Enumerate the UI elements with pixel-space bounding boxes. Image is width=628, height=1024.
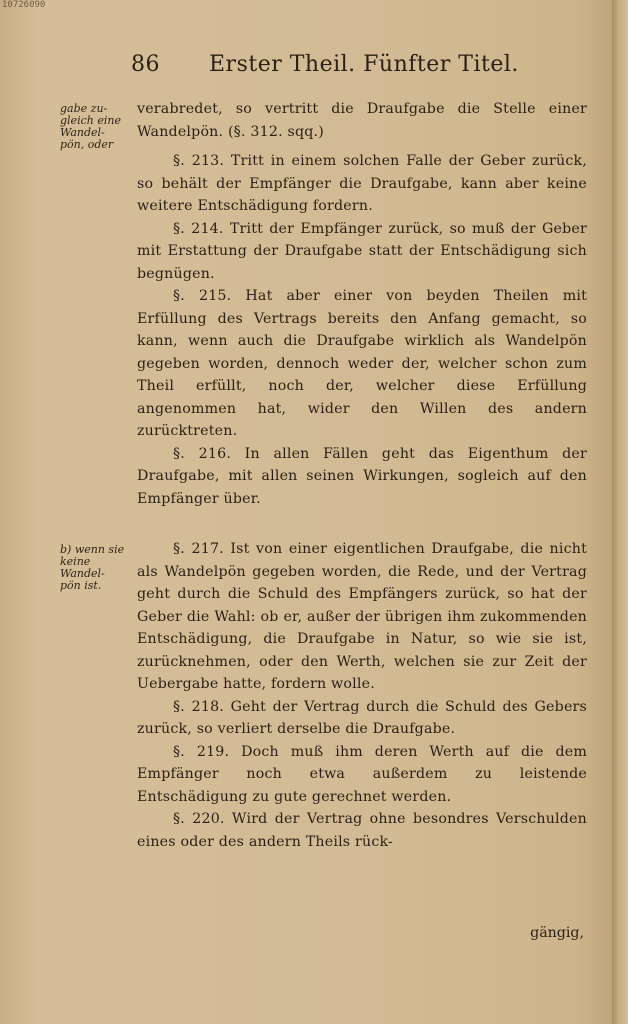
margin-note: gabe zu- gleich eine Wandel- pön, oder xyxy=(60,102,121,151)
paragraph: §. 214. Tritt der Empfänger zurück, so muß der Geber mit Erstattung der Draufgabe statt der Entschädigung sich begnügen. xyxy=(137,220,587,282)
paragraph: §. 213. Tritt in einem solchen Falle der Geber zurück, so behält der Empfänger die Draufgabe, kann aber keine weitere Entschädigung fordern. xyxy=(137,153,587,214)
page-number: 86 xyxy=(131,52,160,77)
body-text xyxy=(137,150,587,510)
paragraph: §. 216. In allen Fällen geht das Eigenthum der Draufgabe, mit allen seinen Wirkungen, sogleich auf den Empfänger über. xyxy=(137,445,587,507)
paragraph: §. 217. Ist von einer eigentlichen Draufgabe, die nicht als Wandelpön gegeben worden, die Rede, und der Vertrag geht durch die Schuld des Empfängers zurück, so hat der Geber die Wahl: ob er, außer der übrigen ihm zukommenden Entschädigung, die Draufgabe in Natur, so wie sie ist, zurücknehmen, oder den Werth, welchen sie zur Zeit der Uebergabe hatte, fordern wolle. xyxy=(137,541,587,692)
corner-stamp: 10726090 xyxy=(2,0,46,10)
paragraph: §. 219. Doch muß ihm deren Werth auf die dem Empfänger noch etwa außerdem zu leistende Entschädigung zu gute gerechnet werden. xyxy=(137,743,587,805)
body-text xyxy=(137,538,587,853)
margin-note: b) wenn sie keine Wandel- pön ist. xyxy=(60,543,125,592)
catchword: gängig, xyxy=(530,925,584,941)
page-edge xyxy=(612,0,628,1024)
paragraph: §. 215. Hat aber einer von beyden Theilen mit Erfüllung des Vertrags bereits den Anfang gemacht, so kann, wenn auch die Draufgabe wirklich als Wandelpön gegeben worden, dennoch weder der, welcher schon zum Theil erfüllt, noch der, welcher diese Erfüllung angenommen hat, wider den Willen des andern zurücktreten. xyxy=(137,288,587,439)
running-header xyxy=(131,52,601,84)
running-title: Erster Theil. Fünfter Titel. xyxy=(209,52,519,77)
paragraph: verabredet, so vertritt die Draufgabe die Stelle einer Wandelpön. (§. 312. sqq.) xyxy=(137,101,587,140)
body-text xyxy=(137,98,587,143)
paragraph: §. 220. Wird der Vertrag ohne besondres Verschulden eines oder des andern Theils rück- xyxy=(137,811,587,850)
paragraph: §. 218. Geht der Vertrag durch die Schuld des Gebers zurück, so verliert derselbe die Draufgabe. xyxy=(137,698,587,737)
